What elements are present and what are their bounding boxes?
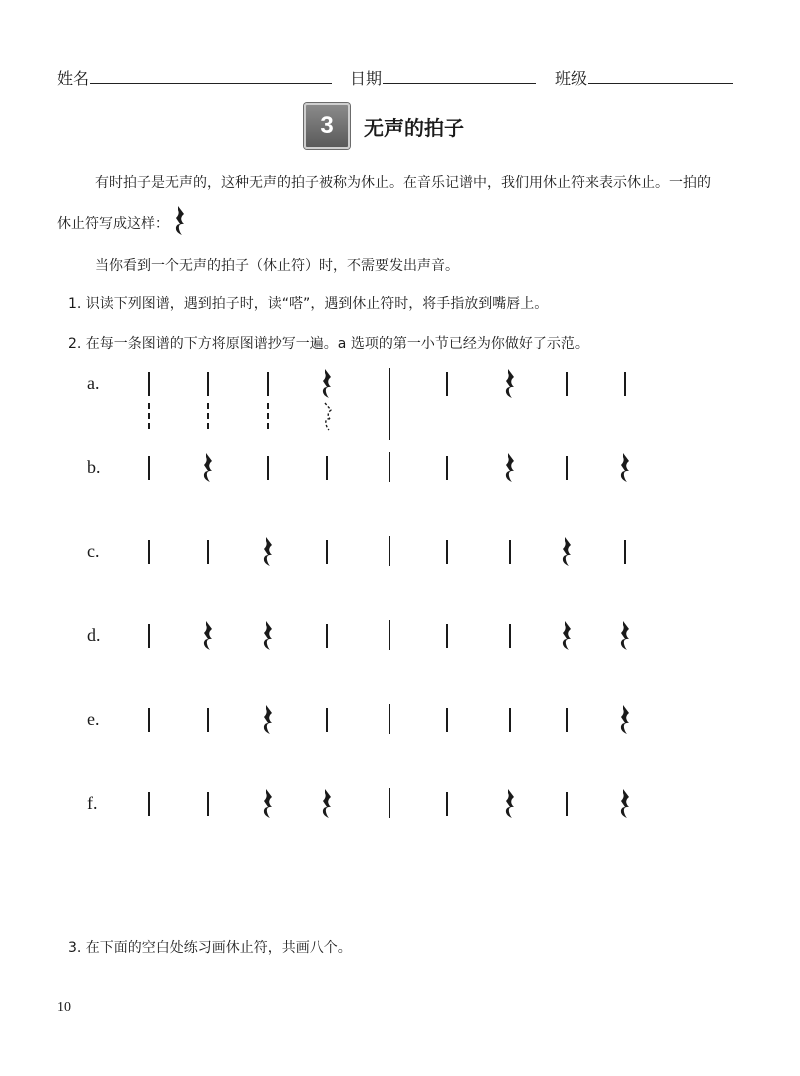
beat-mark	[509, 540, 511, 564]
beat-mark	[446, 540, 448, 564]
bar-line	[389, 536, 390, 566]
beat-mark	[446, 456, 448, 480]
class-label: 班级	[555, 69, 588, 88]
traced-beat-mark	[207, 403, 209, 429]
beat-mark	[267, 456, 269, 480]
beat-mark	[624, 540, 626, 564]
quarter-rest-icon	[261, 789, 275, 819]
traced-rest-icon	[320, 401, 334, 431]
bar-line	[389, 452, 390, 482]
quarter-rest-icon	[503, 453, 517, 483]
beat-mark	[566, 456, 568, 480]
quarter-rest-icon	[261, 621, 275, 651]
exercise-label: c.	[87, 541, 100, 561]
beat-mark	[566, 708, 568, 732]
class-field[interactable]	[588, 83, 733, 84]
beat-mark	[509, 624, 511, 648]
exercise-label: f.	[87, 793, 98, 813]
beat-mark	[624, 372, 626, 396]
quarter-rest-icon	[503, 789, 517, 819]
beat-mark	[566, 372, 568, 396]
beat-mark	[148, 372, 150, 396]
beat-mark	[207, 372, 209, 396]
beat-mark	[566, 792, 568, 816]
beat-mark	[148, 792, 150, 816]
beat-mark	[148, 708, 150, 732]
beat-mark	[326, 624, 328, 648]
quarter-rest-icon	[618, 621, 632, 651]
page-number: 10	[57, 1000, 71, 1015]
exercise-label: d.	[87, 625, 101, 645]
quarter-rest-icon	[618, 789, 632, 819]
beat-mark	[326, 540, 328, 564]
beat-mark	[207, 540, 209, 564]
beat-mark	[207, 708, 209, 732]
exercise-label: e.	[87, 709, 100, 729]
beat-mark	[446, 372, 448, 396]
beat-mark	[267, 372, 269, 396]
beat-mark	[148, 540, 150, 564]
quarter-rest-icon	[320, 789, 334, 819]
beat-mark	[446, 624, 448, 648]
quarter-rest-icon	[560, 537, 574, 567]
quarter-rest-icon	[320, 369, 334, 399]
beat-mark	[446, 708, 448, 732]
traced-beat-mark	[267, 403, 269, 429]
intro-line-1: 有时拍子是无声的，这种无声的拍子被称为休止。在音乐记谱中，我们用休止符来表示休止。一拍的	[95, 175, 711, 191]
instruction-1: 1. 识读下列图谱，遇到拍子时，读“嗒”，遇到休止符时，将手指放到嘴唇上。	[68, 296, 549, 312]
date-label: 日期	[350, 69, 383, 88]
name-label: 姓名	[57, 69, 90, 88]
bar-line	[389, 620, 390, 650]
quarter-rest-icon	[201, 453, 215, 483]
bar-line	[389, 788, 390, 818]
quarter-rest-icon	[261, 537, 275, 567]
lesson-title: 无声的拍子	[364, 116, 464, 140]
quarter-rest-icon	[618, 705, 632, 735]
beat-mark	[326, 708, 328, 732]
quarter-rest-icon	[560, 621, 574, 651]
intro-line-2: 休止符写成这样：	[57, 216, 169, 232]
beat-mark	[148, 456, 150, 480]
beat-mark	[446, 792, 448, 816]
beat-mark	[207, 792, 209, 816]
instruction-3: 3. 在下面的空白处练习画休止符，共画八个。	[68, 940, 352, 956]
name-field[interactable]	[90, 83, 332, 84]
bar-line	[389, 368, 390, 440]
instruction-2: 2. 在每一条图谱的下方将原图谱抄写一遍。a 选项的第一小节已经为你做好了示范。	[68, 336, 589, 352]
date-field[interactable]	[383, 83, 536, 84]
quarter-rest-icon	[201, 621, 215, 651]
quarter-rest-icon	[618, 453, 632, 483]
quarter-rest-icon	[503, 369, 517, 399]
exercise-label: a.	[87, 373, 100, 393]
intro-line-3: 当你看到一个无声的拍子（休止符）时，不需要发出声音。	[95, 258, 459, 274]
beat-mark	[148, 624, 150, 648]
quarter-rest-icon	[173, 206, 187, 236]
lesson-number-badge: 3	[304, 103, 350, 149]
beat-mark	[509, 708, 511, 732]
exercise-label: b.	[87, 457, 101, 477]
traced-beat-mark	[148, 403, 150, 429]
beat-mark	[326, 456, 328, 480]
bar-line	[389, 704, 390, 734]
quarter-rest-icon	[261, 705, 275, 735]
